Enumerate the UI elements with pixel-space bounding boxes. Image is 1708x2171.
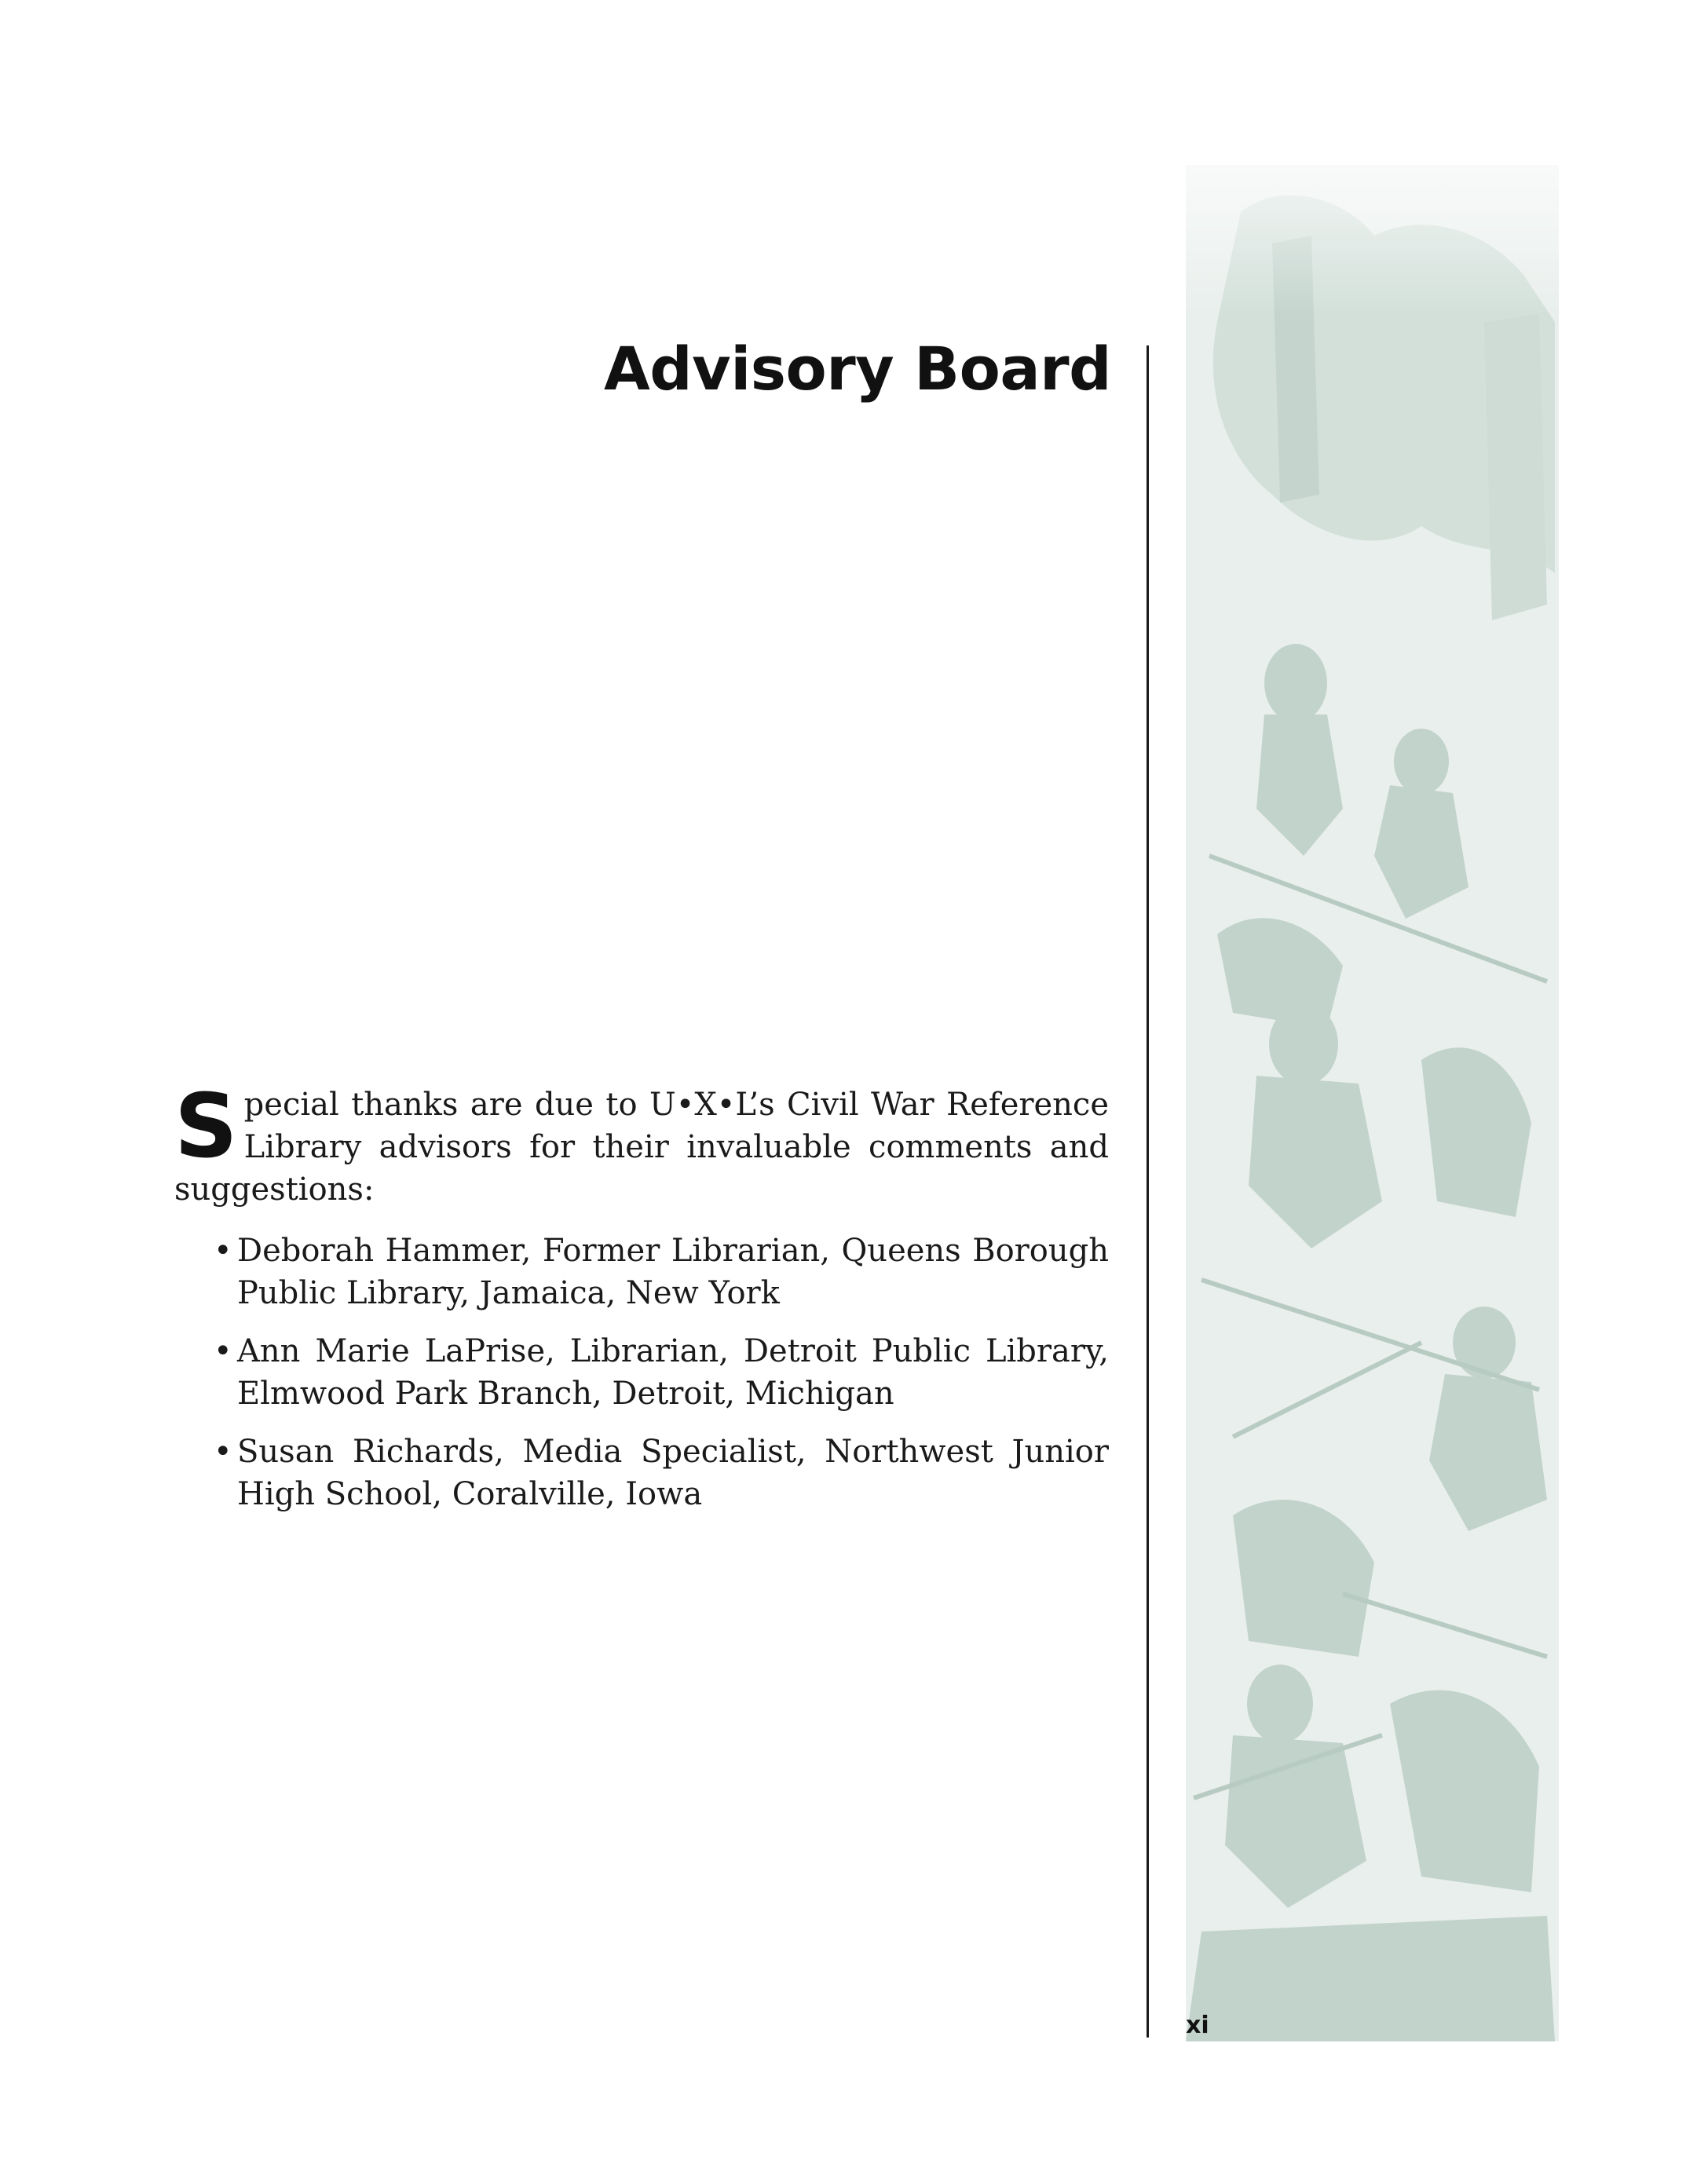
advisor-entry: Susan Richards, Media Specialist, Northwest Junior High School, Coralville, Iowa [237, 1434, 1109, 1512]
vertical-rule [1147, 345, 1149, 2038]
bullet: • [214, 1434, 232, 1470]
advisor-entry: Ann Marie LaPrise, Librarian, Detroit Public Library, Elmwood Park Branch, Detroit, Michigan [237, 1333, 1109, 1412]
body-text [174, 1076, 1109, 1531]
drop-cap: S [174, 1076, 238, 1178]
intro-paragraph [174, 1076, 1109, 1211]
bullet: • [214, 1333, 232, 1369]
civil-war-engraving-illustration [1186, 165, 1559, 2041]
advisor-entry: Deborah Hammer, Former Librarian, Queens Borough Public Library, Jamaica, New York [237, 1233, 1109, 1311]
page-number: xi [1186, 2012, 1209, 2039]
list-item [214, 1431, 1109, 1515]
bullet: • [214, 1233, 232, 1269]
list-item [214, 1230, 1109, 1314]
intro-text: pecial thanks are due to U•X•L’s Civil War Reference Library advisors for their invaluable comments and suggestions: [174, 1087, 1109, 1208]
engraving-svg [1186, 165, 1559, 2041]
engraving-top-fade [1186, 165, 1559, 2041]
advisor-list [174, 1230, 1109, 1515]
page-title: Advisory Board [603, 334, 1111, 404]
list-item [214, 1330, 1109, 1415]
